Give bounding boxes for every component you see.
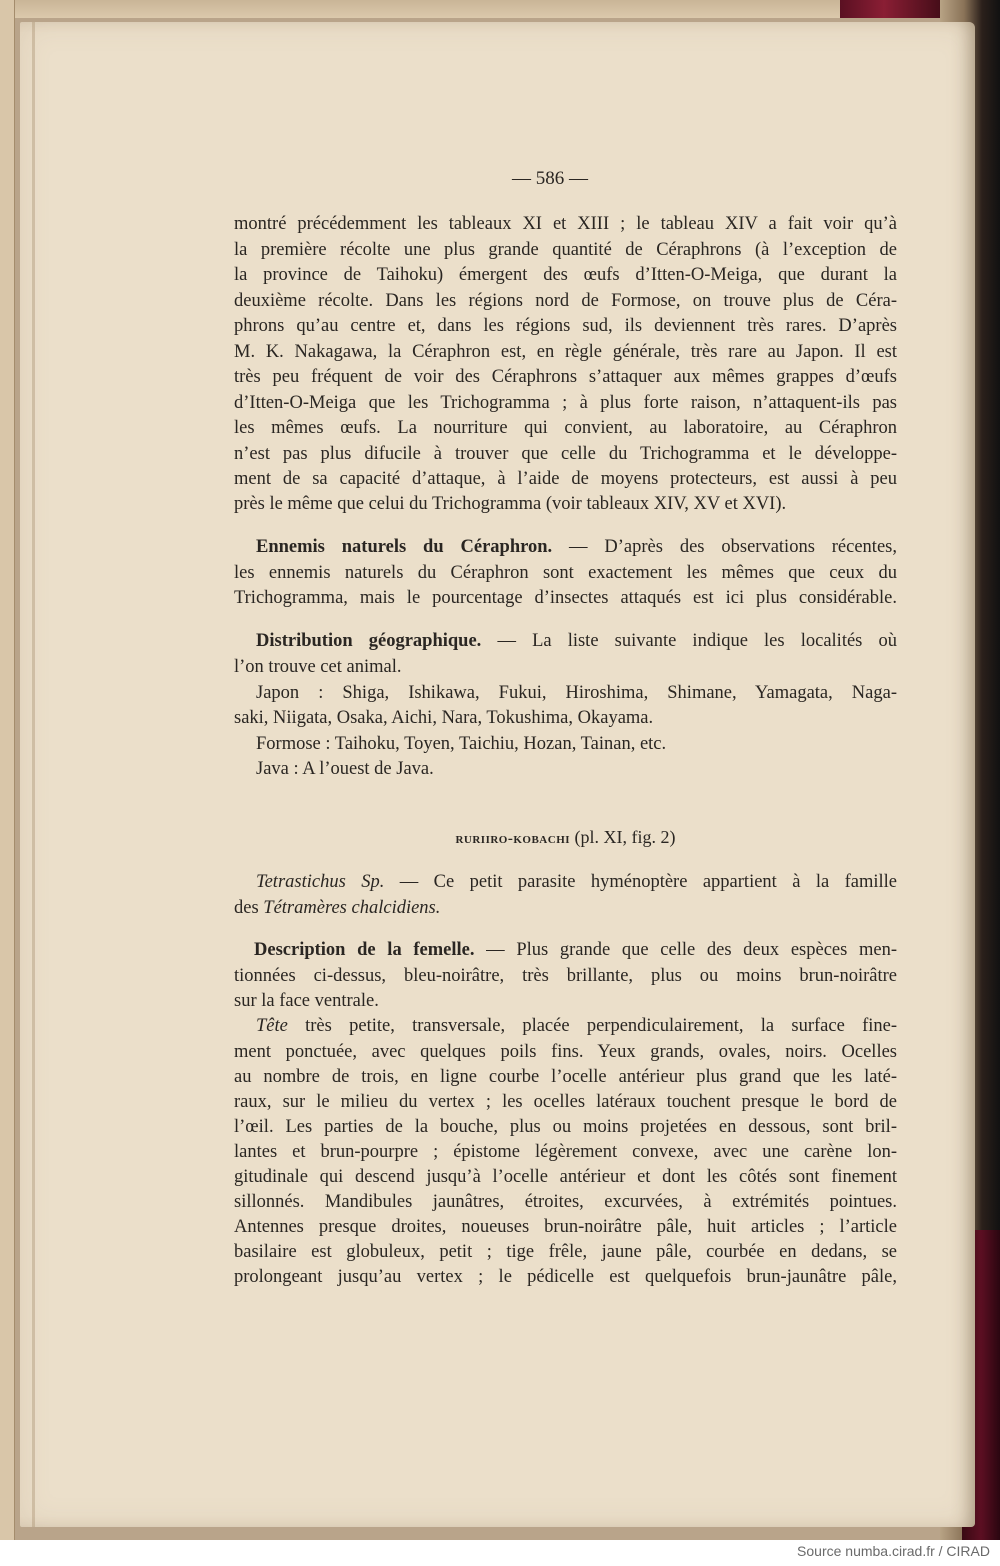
section-heading-name: ruriiro-kobachi (455, 831, 571, 847)
distribution-formose-line: Formose : Taihoku, Toyen, Taichiu, Hozan, Tainan, etc. (256, 734, 667, 754)
tetrastichus-text: — Ce petit parasite hyménoptère appartient à la famille (384, 872, 897, 892)
text-line: sillonnés. Mandibules jaunâtres, étroites, excurvées, à extrémités pointues. (234, 1192, 897, 1212)
ennemis-label: Ennemis naturels du Céraphron. (256, 537, 553, 557)
text-line: phrons qu’au centre et, dans les régions sud, ils deviennent très rares. D’après (234, 316, 897, 336)
tete-word: Tête (256, 1016, 288, 1036)
text-line: près le même que celui du Trichogramma (voir tableaux XIV, XV et XVI). (234, 494, 787, 514)
binding-left (0, 0, 15, 1540)
page-number: — 586 — (512, 168, 588, 189)
text-line: les ennemis naturels du Céraphron sont exactement les mêmes que ceux du (234, 563, 897, 583)
text-line: l’on trouve cet animal. (234, 657, 402, 677)
distribution-japon-line: saki, Niigata, Osaka, Aichi, Nara, Tokushima, Okayama. (234, 708, 654, 728)
description-text: — Plus grande que celle des deux espèces men- (474, 940, 897, 960)
text-line: prolongeant jusqu’au vertex ; le pédicelle est quelquefois brun-jaunâtre pâle, (234, 1267, 897, 1287)
distribution-text: — La liste suivante indique les localités où (481, 631, 897, 651)
text-line: la première récolte une plus grande quantité de Céraphrons (à l’exception de (234, 240, 897, 260)
distribution-paragraph-line (256, 628, 897, 654)
text-line: deuxième récolte. Dans les régions nord de Formose, on trouve plus de Céra- (234, 291, 897, 311)
source-credit: Source numba.cirad.fr / CIRAD (797, 1543, 990, 1559)
text-line: tionnées ci-dessus, bleu-noirâtre, très brillante, plus ou moins brun-noirâtre (234, 966, 897, 986)
tetrastichus-prefix: des (234, 898, 264, 918)
text-line: n’est pas plus difucile à trouver que celle du Trichogramma et le développe- (234, 444, 897, 464)
description-paragraph-line (254, 937, 897, 963)
text-line: au nombre de trois, en ligne courbe l’ocelle antérieur plus grand que les laté- (234, 1067, 897, 1087)
distribution-label: Distribution géographique. (256, 631, 482, 651)
tetrastichus-genus: Tetrastichus Sp. (256, 872, 385, 892)
text-line: raux, sur le milieu du vertex ; les ocelles latéraux touchent presque le bord de (234, 1092, 897, 1112)
text-line: les mêmes œufs. La nourriture qui convient, au laboratoire, au Céraphron (234, 418, 897, 438)
text-line: ment ponctuée, avec quelques poils fins. Yeux grands, ovales, noirs. Ocelles (234, 1042, 897, 1062)
tetrastichus-family: Tétramères chalcidiens. (263, 898, 441, 918)
section-heading-ref: (pl. XI, fig. 2) (570, 827, 676, 847)
text-line: ment de sa capacité d’attaque, à l’aide de moyens protecteurs, est aussi à peu (234, 469, 897, 489)
distribution-java-line: Java : A l’ouest de Java. (256, 759, 434, 779)
section-heading (234, 824, 897, 852)
tete-paragraph-line (256, 1013, 897, 1039)
page-fold (32, 22, 35, 1527)
distribution-japon-line: Japon : Shiga, Ishikawa, Fukui, Hiroshima, Shimane, Yamagata, Naga- (256, 683, 897, 703)
text-line: M. K. Nakagawa, la Céraphron est, en règle générale, très rare au Japon. Il est (234, 342, 897, 362)
text-line: montré précédemment les tableaux XI et XIII ; le tableau XIV a fait voir qu’à (234, 214, 897, 234)
ennemis-paragraph-line (256, 534, 897, 560)
cover-edge-top (840, 0, 950, 18)
ennemis-text: — D’après des observations récentes, (552, 537, 897, 557)
description-label: Description de la femelle. (254, 940, 475, 960)
text-line: basilaire est globuleux, petit ; tige frêle, jaune pâle, courbée en dedans, se (234, 1242, 897, 1262)
text-line: sur la face ventrale. (234, 991, 379, 1011)
tetrastichus-line (234, 895, 897, 921)
text-line: très peu fréquent de voir des Céraphrons s’attaquer aux mêmes grappes d’œufs (234, 367, 897, 387)
text-line: gitudinale qui descend jusqu’à l’ocelle antérieur et dont les côtés sont finement (234, 1167, 897, 1187)
tete-text: très petite, transversale, placée perpendiculairement, la surface fine- (287, 1016, 897, 1036)
text-line: Trichogramma, mais le pourcentage d’insectes attaqués est ici plus considérable. (234, 588, 897, 608)
text-line: d’Itten-O-Meiga que les Trichogramma ; à plus forte raison, n’attaquent-ils pas (234, 393, 897, 413)
text-line: Antennes presque droites, noueuses brun-noirâtre pâle, huit articles ; l’article (234, 1217, 897, 1237)
text-line: lantes et brun-pourpre ; épistome légèrement convexe, avec une carène lon- (234, 1142, 897, 1162)
text-line: la province de Taihoku) émergent des œufs d’Itten-O-Meiga, que durant la (234, 265, 897, 285)
tetrastichus-line (256, 869, 897, 895)
text-line: l’œil. Les parties de la bouche, plus ou moins projetées en dessous, sont bril- (234, 1117, 897, 1137)
